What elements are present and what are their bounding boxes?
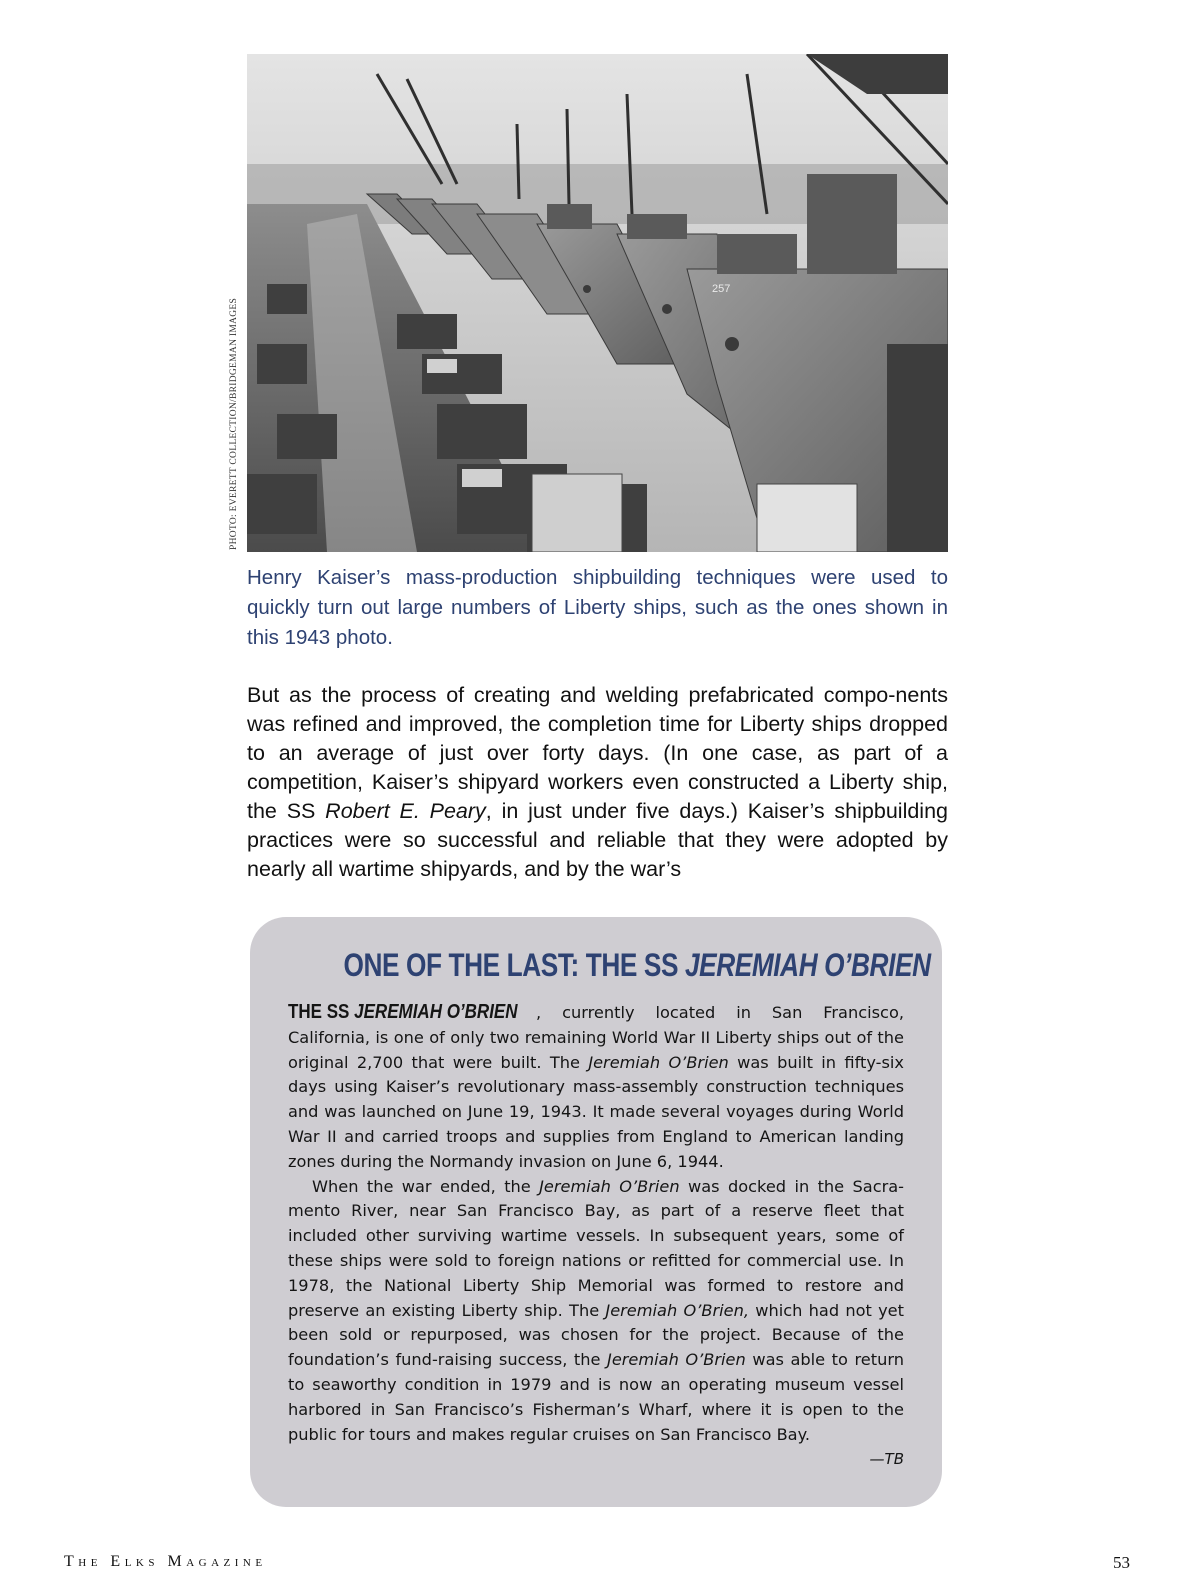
footer-page-number: 53 bbox=[1113, 1553, 1130, 1572]
sidebar-signature: —TB bbox=[869, 1450, 904, 1469]
sidebar-lead-in bbox=[288, 1000, 518, 1025]
sidebar-paragraph-1 bbox=[288, 1000, 904, 1175]
hull-number: 257 bbox=[712, 283, 731, 295]
sidebar-title bbox=[343, 947, 931, 984]
photo-caption: Henry Kaiser’s mass-production shipbuilding techniques were used to quickly turn out large numbers of Liberty ships, such as the ones shown in this 1943 photo. bbox=[247, 566, 948, 649]
sidebar-title-prefix: ONE OF THE LAST: THE SS bbox=[343, 947, 685, 983]
sidebar-text-segment: was docked in the Sacra-mento River, near San Francisco Bay, as part of a reserve fleet that included other surviving wartime vessels. In subsequent years, some of these ships were sold to foreign nations or refitted for commercial use. In 1978, the National Liberty Ship Memorial was formed to restore and preserve an existing Liberty ship. The bbox=[288, 1176, 905, 1320]
photo-credit: PHOTO: EVERETT COLLECTION/BRIDGEMAN IMAGES bbox=[229, 297, 239, 550]
lead-in-ship: JEREMIAH O’BRIEN bbox=[354, 1001, 518, 1023]
sidebar-text-segment: When the war ended, the bbox=[312, 1176, 540, 1196]
sidebar-text-segment: which had not yet been sold or repurposed, was chosen for the project. Because of the foundation’s fund-raising success, the bbox=[288, 1300, 904, 1370]
sidebar-paragraph-2 bbox=[288, 1175, 904, 1448]
ship-name-italic: Jeremiah O’Brien bbox=[607, 1350, 746, 1370]
sidebar-box bbox=[250, 917, 942, 1507]
ship-name-italic: Jeremiah O’Brien bbox=[588, 1052, 729, 1072]
footer-magazine-name: The Elks Magazine bbox=[64, 1553, 267, 1570]
body-text-segment: But as the process of creating and welding prefabricated compo-nents was refined and improved, the completion time for Liberty ships dropped to an average of just over forty days. (In one case, as part of a competition, Kaiser’s shipyard workers even constructed a Liberty ship, the SS bbox=[247, 683, 948, 823]
body-paragraph bbox=[247, 681, 948, 884]
ship-name-italic: Jeremiah O’Brien, bbox=[605, 1300, 749, 1320]
body-text-segment: , in just under five days.) Kaiser’s shipbuilding practices were so successful and reliable that they were adopted by nearly all wartime shipyards, and by the war’s bbox=[247, 799, 948, 881]
ship-name-italic: Jeremiah O’Brien bbox=[539, 1176, 680, 1196]
ship-name-italic: Robert E. Peary bbox=[325, 799, 486, 823]
sidebar-body bbox=[288, 1000, 904, 1472]
sidebar-text-segment: was able to return to seaworthy condition in 1979 and is now an operating museum vessel harbored in San Francisco’s Fisherman’s Wharf, where it is open to the public for tours and makes regular cruises on San Francisco Bay. bbox=[288, 1350, 904, 1444]
sidebar-text-segment: was built in fifty-six days using Kaiser’s revolutionary mass-assembly construction techniques and was launched on June 19, 1943. It made several voyages during World War II and carried troops and supplies from England to American landing zones during the Normandy invasion on June 6, 1944. bbox=[288, 1052, 904, 1171]
sidebar-text-segment: , currently located in San Francisco, California, is one of only two remaining World War II Liberty ships out of the original 2,700 that were built. The bbox=[288, 1003, 904, 1072]
lead-in-prefix: THE SS bbox=[288, 1001, 355, 1023]
sidebar-title-ship: JEREMIAH O’BRIEN bbox=[684, 947, 931, 983]
article-body bbox=[247, 681, 948, 884]
liberty-ships-photo bbox=[247, 54, 948, 552]
